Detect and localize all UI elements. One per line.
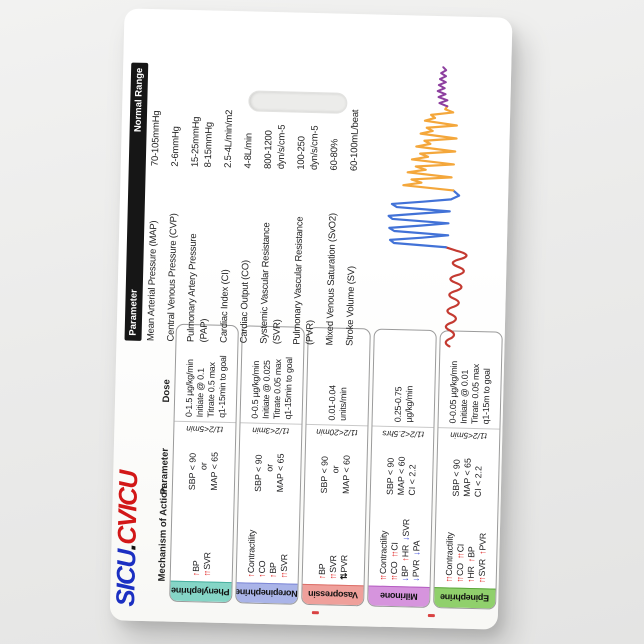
dose-line: Initiate @ 0.025 — [260, 360, 272, 420]
drug-rows — [169, 324, 506, 610]
drug-name-tab — [434, 587, 495, 608]
badge-slot-punch — [248, 90, 347, 113]
dose-line: q1-15min to goal — [216, 355, 228, 418]
mechanism-cell — [237, 491, 300, 583]
parameter-cell — [371, 441, 433, 496]
hemo-range-line: 8-15mmHg — [202, 121, 215, 168]
parameter-cell — [305, 439, 367, 494]
drug-row-norepinephrine — [235, 325, 305, 604]
hemo-parameter-name — [257, 169, 287, 345]
drug-row-epinephrine — [433, 330, 503, 609]
hemo-range-line: dyn/s/cm-5 — [275, 124, 288, 170]
dose-line: 0.01-0.04 — [326, 385, 337, 421]
mechanism-term: SVR — [476, 558, 487, 577]
parameter-line: SBP < 90 — [384, 457, 396, 496]
mechanism-term: Contractility — [245, 529, 257, 574]
mechanism-arrow-icon: ↑↑ — [278, 573, 289, 579]
drug-name-label: Vasopressin — [307, 589, 358, 601]
half-life-cell — [174, 422, 235, 437]
mechanism-line — [476, 499, 489, 583]
mechanism-term: Contractility — [443, 532, 455, 576]
parameter-line: CI < 2.2 — [472, 465, 484, 498]
mechanism-arrow-icon: ↑↑ — [443, 577, 454, 583]
edge-red-mark — [312, 611, 319, 614]
mechanism-term: CI — [454, 543, 466, 553]
mechanism-term: BP — [267, 562, 278, 574]
half-life-label: t1/2<3min — [252, 425, 290, 437]
hemo-name-line: Central Venous Pressure (CVP) — [165, 213, 180, 342]
dose-line: units/min — [337, 387, 348, 421]
drug-name-tab — [302, 584, 363, 605]
hemo-parameter-name — [323, 170, 340, 345]
mechanism-line — [410, 498, 423, 582]
mechanism-arrow-icon: ↑ — [465, 559, 476, 563]
hemo-row — [257, 44, 290, 345]
hemo-row — [343, 46, 363, 346]
parameter-line: MAP < 65 — [208, 451, 220, 491]
hemo-row — [323, 45, 343, 345]
parameter-cell — [239, 437, 301, 492]
mechanism-term: CO — [256, 560, 267, 574]
mechanism-term: PVR — [410, 559, 421, 578]
mechanism-arrow-icon: ↑ — [267, 575, 278, 579]
hemo-normal-range-value — [149, 41, 165, 166]
mechanism-cell — [435, 496, 498, 588]
hemo-header-normal-range: Normal Range — [132, 67, 146, 133]
hemo-name-line: Mixed Venous Saturation (SvO2) — [324, 213, 339, 346]
parameter-line: SBP < 90 — [186, 452, 198, 491]
half-life-cell — [306, 425, 367, 440]
half-life-label: t1/2<20min — [316, 427, 358, 439]
parameter-line: MAP < 65 — [274, 453, 286, 493]
dose-line: Initiate @ 0.1 — [194, 368, 206, 418]
mechanism-term: SVR — [327, 555, 339, 573]
mechanism-term: BP — [190, 560, 201, 572]
mechanism-term: BP — [399, 565, 410, 578]
dose-line: Titrate 0.05 max — [469, 363, 481, 425]
half-life-cell — [240, 423, 301, 438]
dose-line: 0-0.05 µg/kg/min — [447, 360, 459, 424]
hemo-name-line: Cardiac Output (CO) — [238, 259, 252, 344]
title-sicu: SICU — [109, 550, 142, 607]
half-life-cell — [438, 428, 499, 443]
mechanism-cell — [369, 495, 432, 587]
parameter-line: MAP < 60 — [395, 456, 407, 496]
mechanism-term: PVR — [476, 532, 488, 551]
swan-ganz-waveform — [379, 65, 491, 349]
dose-line: Titrate 0.5 max — [205, 362, 217, 418]
mechanism-arrow-icon: ↑ — [245, 575, 256, 578]
mechanism-arrow-icon: ↑↑ — [476, 578, 487, 584]
drug-table-header-mechanism: Mechanism of Action — [156, 486, 170, 582]
mechanism-arrow-icon: ↑↑ — [454, 554, 465, 560]
mechanism-arrow-icon: ↓ — [399, 578, 410, 582]
hemo-parameter-name — [237, 168, 254, 343]
dose-line: Initiate @ 0.01 — [458, 369, 470, 424]
drug-table-header-parameter: Parameter — [158, 447, 171, 495]
dose-line: µg/kg/min — [403, 385, 414, 423]
mechanism-term: CI — [388, 542, 400, 551]
title-cvicu: CVICU — [111, 470, 144, 546]
mechanism-arrow-icon: ↑↑ — [388, 576, 399, 582]
mechanism-term: HR — [399, 544, 411, 558]
mechanism-arrow-icon: ↑↑ — [454, 577, 465, 583]
mechanism-arrow-icon: ↑↑ — [201, 571, 212, 577]
parameter-line: SBP < 90 — [318, 455, 330, 494]
hemo-name-line: Systemic Vascular Resistance — [258, 222, 273, 344]
hemo-header-parameter: Parameter — [127, 289, 140, 336]
mechanism-arrow-icon: ↑ — [399, 559, 410, 562]
mechanism-cell — [171, 490, 234, 582]
drug-name-label: Epinephrine — [440, 592, 490, 604]
drug-name-tab — [170, 581, 231, 602]
mechanism-cell — [303, 493, 366, 585]
card-title — [110, 471, 144, 607]
parameter-line: CI < 2.2 — [406, 464, 418, 496]
hemo-parameter-name — [290, 170, 320, 346]
hemo-range-line: 70-105mmHg — [149, 110, 163, 167]
parameter-line: MAP < 65 — [461, 458, 473, 497]
hemo-range-line: 2-6mmHg — [169, 126, 182, 167]
hemo-row — [237, 43, 257, 343]
ra-waveform — [443, 247, 466, 346]
mechanism-term: PVR — [338, 554, 350, 573]
mechanism-term: SVR — [400, 518, 411, 537]
hemo-row — [290, 45, 323, 346]
drug-row-phenylephrine — [169, 324, 239, 603]
mechanism-arrow-icon: ↑ — [476, 552, 487, 556]
half-life-label: t1/2<5min — [186, 423, 224, 435]
hemo-name-line: Pulmonary Artery Pressure — [185, 233, 200, 343]
mechanism-line — [201, 492, 214, 576]
mechanism-arrow-icon: ↓ — [410, 579, 421, 582]
hemo-range-line: 60-80% — [328, 138, 341, 171]
hemo-parameter-name — [144, 166, 161, 341]
hemo-row — [164, 42, 184, 342]
drug-name-label: Phenylephrine — [171, 586, 231, 598]
mechanism-term: CO — [388, 561, 399, 575]
mechanism-term: PA — [410, 540, 422, 552]
drug-row-milrinone — [367, 329, 437, 608]
drug-name-tab — [236, 582, 297, 603]
hemo-parameter-name — [164, 166, 181, 341]
hemo-parameter-name — [217, 168, 234, 343]
hemo-name-line: Pulmonary Vascular Resistance — [291, 216, 306, 345]
dose-line: q1-15m to goal — [480, 368, 492, 425]
drug-name-label: Norepinephrine — [235, 587, 299, 600]
hemo-range-line: dyn/s/cm-5 — [308, 125, 321, 171]
parameter-line: SBP < 90 — [450, 459, 462, 497]
mechanism-arrow-icon: ↑ — [316, 576, 327, 580]
hemo-parameter-name — [343, 171, 360, 346]
mechanism-term: BP — [316, 563, 328, 576]
hemo-normal-range-value — [348, 46, 364, 171]
hemo-range-line: 800-1200 — [262, 130, 275, 170]
mechanism-arrow-icon: ⇅ — [338, 574, 349, 580]
dose-line: Titrate 0.05 max — [271, 359, 283, 420]
mechanism-term: CO — [454, 562, 465, 577]
mechanism-line — [339, 496, 352, 580]
hemo-normal-range-value — [222, 43, 238, 168]
hemo-name-line: (SVR) — [271, 319, 284, 345]
wedge-waveform — [437, 67, 448, 106]
hemo-row — [184, 42, 217, 343]
dose-line: 0-0.5 µg/kg/min — [249, 360, 261, 419]
half-life-cell — [372, 427, 433, 442]
edge-red-mark — [428, 614, 435, 617]
hemo-range-line: 60-100mL/beat — [348, 109, 362, 172]
mechanism-arrow-icon: ↑ — [465, 580, 476, 584]
parameter-line: SBP < 90 — [252, 454, 264, 492]
mechanism-arrow-icon: ↑ — [256, 575, 267, 578]
dose-line: 0.25-0.75 — [392, 386, 403, 423]
hemo-name-line: Mean Arterial Pressure (MAP) — [145, 220, 160, 342]
mechanism-term: HR — [465, 566, 476, 579]
parameter-cell — [173, 436, 235, 491]
hemo-name-line: Cardiac Index (CI) — [218, 269, 232, 344]
drug-table-header-dose: Dose — [160, 379, 173, 403]
mechanism-arrow-icon: ↓ — [410, 553, 421, 556]
half-life-label: t1/2<5min — [450, 430, 488, 442]
mechanism-arrow-icon: ↓ — [400, 538, 411, 542]
hemo-normal-range-value — [189, 42, 218, 168]
mechanism-term: Contractility — [377, 530, 389, 575]
drug-row-vasopressin — [301, 327, 371, 606]
mechanism-arrow-icon: ↑↑ — [377, 575, 388, 581]
hemo-range-line: 2.5-4L/min/m2 — [222, 109, 236, 169]
parameter-line: or — [330, 465, 341, 474]
drug-name-tab — [368, 585, 429, 606]
hemo-range-line: 4-8L/min — [242, 132, 255, 169]
title-dot: . — [111, 544, 142, 551]
rv-waveform — [388, 189, 459, 248]
hemo-parameter-name — [184, 167, 214, 343]
parameter-line: or — [264, 463, 275, 472]
mechanism-line — [278, 494, 291, 578]
dose-line: 0-1.5 µg/kg/min — [183, 359, 195, 418]
hemo-name-line: (PAP) — [198, 318, 211, 343]
hemo-range-line: 15-25mmHg — [189, 116, 202, 168]
hemo-name-line: (PVR) — [304, 319, 317, 346]
drug-name-label: Milrinone — [380, 591, 418, 603]
hemo-row — [217, 43, 237, 343]
parameter-line: MAP < 60 — [340, 455, 352, 495]
parameter-line: or — [198, 462, 209, 471]
pa-waveform — [403, 105, 457, 190]
hemo-name-line: Stroke Volume (SV) — [344, 266, 358, 347]
mechanism-arrow-icon: ↑↑ — [327, 574, 338, 580]
mechanism-term: BP — [465, 546, 477, 558]
mechanism-arrow-icon: ↑↑ — [388, 552, 399, 558]
half-life-label: t1/2<2.5hrs — [381, 428, 424, 440]
dose-line: q1-15min to goal — [282, 356, 294, 420]
mechanism-arrow-icon: ↑ — [190, 573, 201, 577]
hemo-range-line: 100-250 — [295, 136, 308, 170]
mechanism-term: SVR — [278, 553, 289, 572]
parameter-cell — [437, 442, 499, 497]
mechanism-term: SVR — [201, 552, 212, 570]
hemo-rows — [144, 41, 370, 346]
badge-reference-card — [110, 8, 513, 629]
hemo-normal-range-value — [169, 42, 185, 167]
